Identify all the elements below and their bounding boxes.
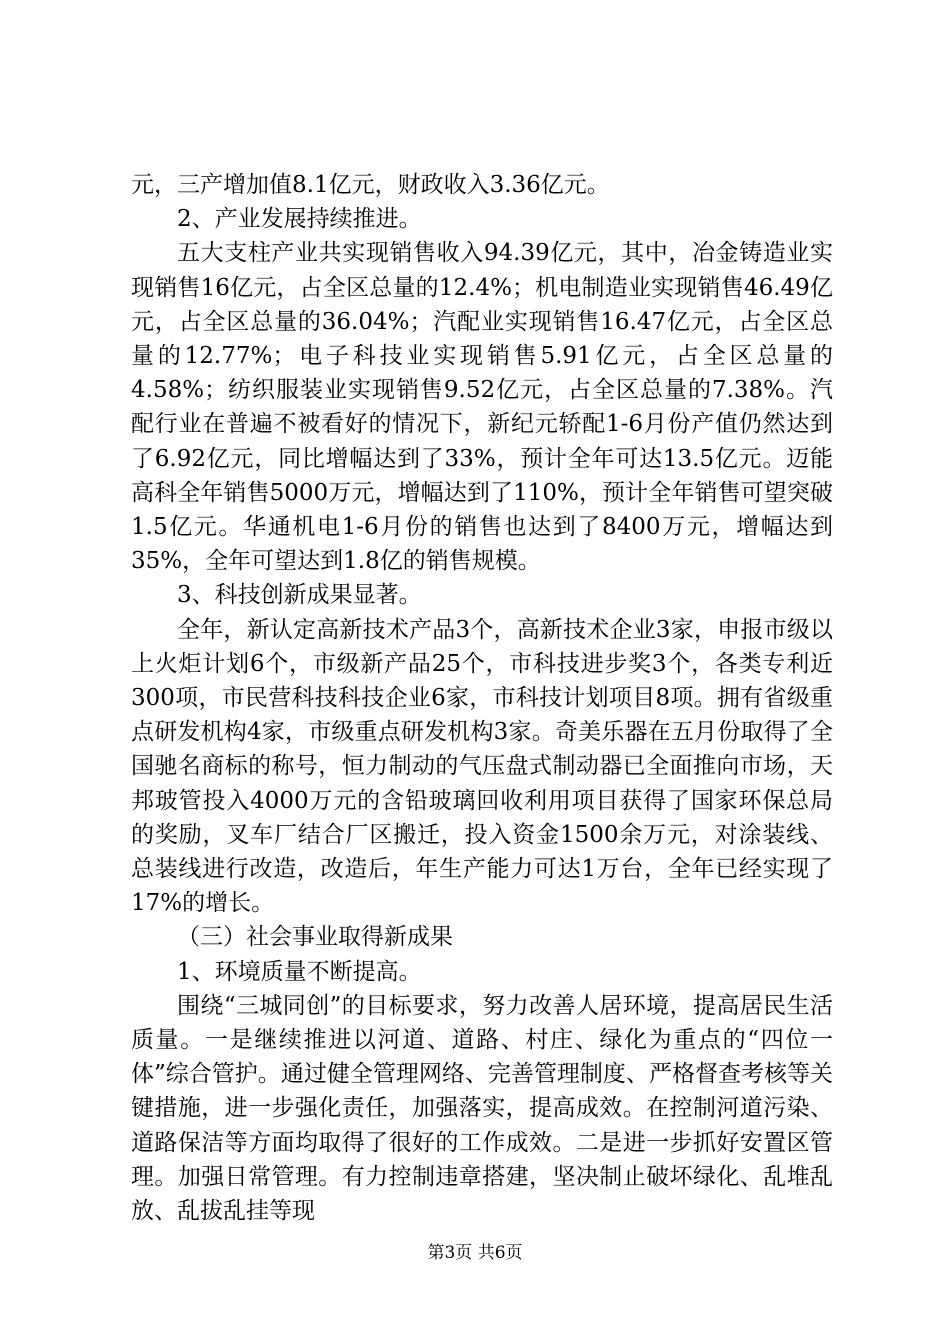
section-heading-social-affairs: （三）社会事业取得新成果 bbox=[177, 924, 453, 951]
subheading-tech-innovation: 3、科技创新成果显著。 bbox=[177, 582, 422, 609]
document-body bbox=[131, 168, 833, 1228]
paragraph-industry-sales: 五大支柱产业共实现销售收入94.39亿元，其中，冶金铸造业实现销售16亿元，占全区总量的12.4%；机电制造业实现销售46.49亿元，占全区总量的36.04%；汽配业实现销售16.47亿元，占全区总量的12.77%；电子科技业实现销售5.91亿元，占全区总量的4.58%；纺织服装业实现销售9.52亿元，占全区总量的7.38%。汽配行业在普遍不被看好的情况下，新纪元轿配1-6月份产值仍然达到了6.92亿元，同比增幅达到了33%，预计全年可达13.5亿元。迈能高科全年销售5000万元，增幅达到了110%，预计全年销售可望突破1.5亿元。华通机电1-6月份的销售也达到了8400万元，增幅达到35%，全年可望达到1.8亿的销售规模。 bbox=[131, 240, 833, 575]
paragraph-environment: 围绕“三城同创”的目标要求，努力改善人居环境，提高居民生活质量。一是继续推进以河道、道路、村庄、绿化为重点的“四位一体”综合管护。通过健全管理网络、完善管理制度、严格督查考核等关键措施，进一步强化责任，加强落实，提高成效。在控制河道污染、道路保洁等方面均取得了很好的工作成效。二是进一步抓好安置区管理。加强日常管理。有力控制违章搭建，坚决制止破坏绿化、乱堆乱放、乱拔乱挂等现 bbox=[131, 992, 833, 1225]
paragraph-tech-achievements: 全年，新认定高新技术产品3个，高新技术企业3家，申报市级以上火炬计划6个，市级新产品25个，市科技进步奖3个，各类专利近300项，市民营科技科技企业6家，市科技计划项目8项。拥有省级重点研发机构4家，市级重点研发机构3家。奇美乐器在五月份取得了全国驰名商标的称号，恒力制动的气压盘式制动器已全面推向市场，天邦玻管投入4000万元的含铅玻璃回收利用项目获得了国家环保总局的奖励，叉车厂结合厂区搬迁，投入资金1500余万元，对涂装线、总装线进行改造，改造后，年生产能力可达1万台，全年已经实现了17%的增长。 bbox=[131, 616, 833, 917]
subheading-environment: 1、环境质量不断提高。 bbox=[177, 958, 422, 985]
page-number: 第3页 共6页 bbox=[427, 1243, 523, 1263]
paragraph-continuation: 元，三产增加值8.1亿元，财政收入3.36亿元。 bbox=[131, 172, 610, 198]
subheading-industry-development: 2、产业发展持续推进。 bbox=[177, 206, 422, 233]
